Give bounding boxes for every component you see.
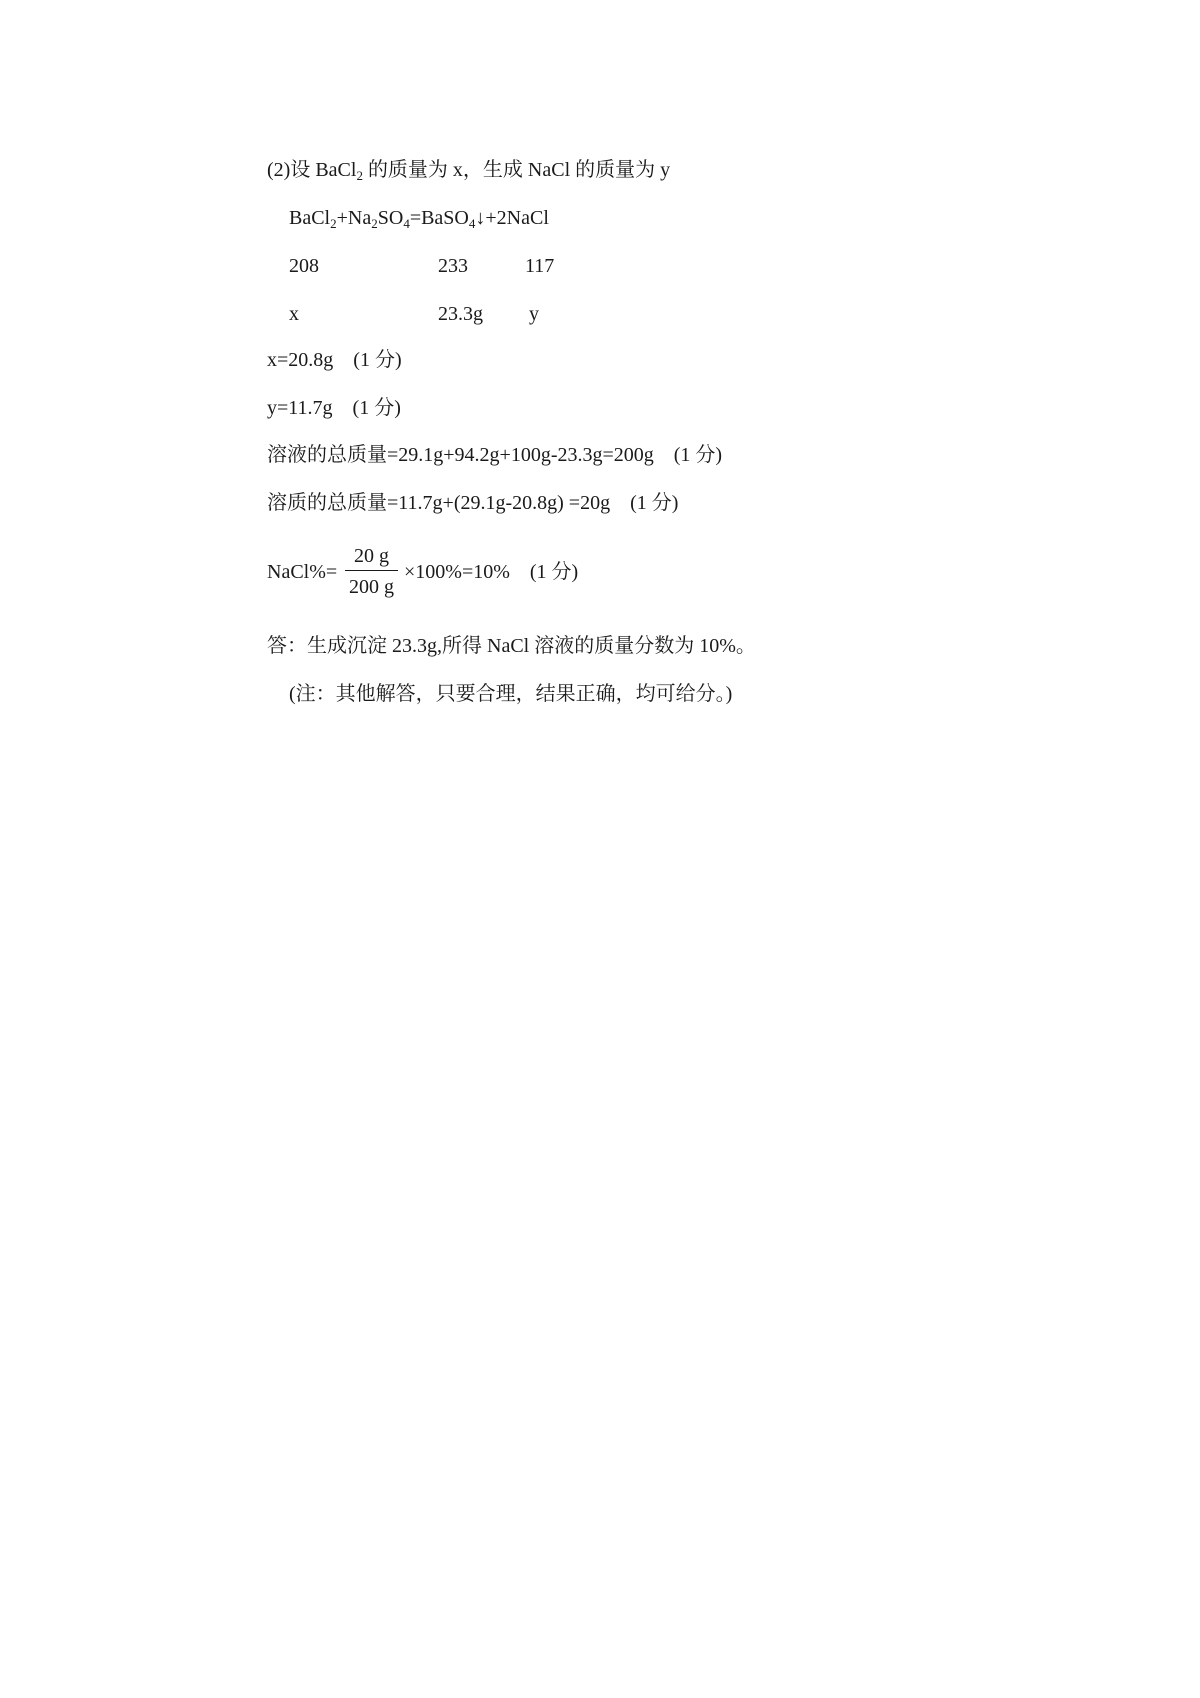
result-x: x=20.8g (1 分) xyxy=(267,349,402,371)
mass-bacl2: 208 xyxy=(289,255,319,277)
answer-line: 答：生成沉淀 23.3g,所得 NaCl 溶液的质量分数为 10%。 xyxy=(267,635,756,657)
setup-line xyxy=(267,159,671,183)
eq-sub-2: 2 xyxy=(371,216,378,231)
setup-subscript: 2 xyxy=(356,168,363,183)
mass-nacl: 117 xyxy=(525,255,555,277)
solute-total-mass: 溶质的总质量=11.7g+(29.1g-20.8g) =20g (1 分) xyxy=(267,492,679,514)
fraction xyxy=(345,546,398,597)
unknown-x: x xyxy=(289,303,299,325)
setup-suffix: 的质量为 x，生成 NaCl 的质量为 y xyxy=(362,159,671,181)
eq-part-2: +Na xyxy=(336,207,372,229)
chemical-equation xyxy=(289,207,549,231)
known-precipitate: 23.3g xyxy=(438,303,483,325)
eq-part-3: SO xyxy=(377,207,404,229)
solution-total-mass: 溶液的总质量=29.1g+94.2g+100g-23.3g=200g (1 分) xyxy=(267,444,723,466)
unknown-y: y xyxy=(529,303,539,325)
eq-sub-1: 2 xyxy=(330,216,337,231)
percent-tail: ×100%=10% (1 分) xyxy=(404,561,579,583)
note-line: (注：其他解答，只要合理，结果正确，均可给分。) xyxy=(289,683,733,705)
eq-sub-3: 4 xyxy=(403,216,410,231)
eq-sub-4: 4 xyxy=(468,216,476,231)
eq-part-1: BaCl xyxy=(289,207,331,229)
fraction-numerator: 20 g xyxy=(345,546,398,571)
eq-part-4: =BaSO xyxy=(409,207,469,229)
eq-part-5: ↓+2NaCl xyxy=(475,207,549,229)
fraction-denominator: 200 g xyxy=(349,576,394,598)
mass-baso4: 233 xyxy=(438,255,468,277)
result-y: y=11.7g (1 分) xyxy=(267,397,401,419)
setup-prefix: (2)设 BaCl xyxy=(267,159,357,181)
percent-label: NaCl%= xyxy=(267,561,338,583)
